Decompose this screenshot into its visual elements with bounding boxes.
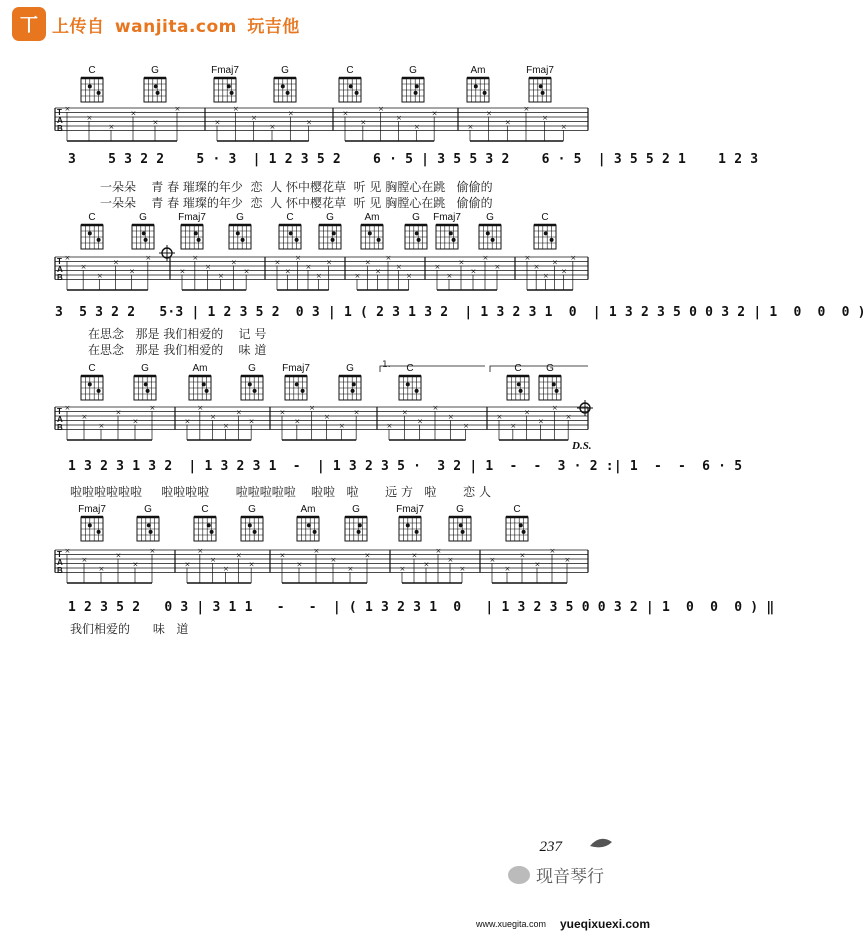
tab-note: ×: [81, 556, 88, 564]
chord-name: C: [346, 65, 354, 76]
tab-note: ×: [296, 560, 303, 569]
lyric-line-1a: 一朵朵 青 春 璀璨的年少 恋 人 怀中樱花草 听 见 胸膛心在跳 偷偷的: [100, 180, 493, 194]
tab-note: ×: [145, 254, 152, 262]
tab-note: ×: [435, 547, 442, 555]
chord-name: C: [406, 363, 414, 374]
finger-dot: [295, 238, 299, 242]
chord-name: C: [88, 363, 96, 374]
finger-dot: [474, 84, 478, 88]
tab-note: ×: [447, 556, 454, 564]
finger-dot: [149, 530, 153, 534]
finger-dot: [550, 238, 554, 242]
tab-note: ×: [108, 123, 115, 131]
finger-dot: [230, 91, 234, 95]
tab-clef: B: [57, 124, 63, 133]
finger-dot: [417, 238, 421, 242]
finger-dot: [491, 238, 495, 242]
finger-dot: [88, 523, 92, 527]
tab-clef: T: [57, 407, 62, 416]
chord-name: G: [352, 504, 360, 515]
tab-note: ×: [375, 267, 382, 276]
tab-note: ×: [338, 422, 345, 430]
chord-name: G: [409, 65, 417, 76]
finger-dot: [286, 91, 290, 95]
chord-name: C: [541, 212, 549, 223]
tab-note: ×: [64, 547, 71, 555]
finger-dot: [517, 382, 521, 386]
tab-note: ×: [269, 123, 276, 131]
finger-dot: [352, 382, 356, 386]
footer-url-large[interactable]: yueqixuexi.com: [560, 917, 651, 931]
finger-dot: [210, 530, 214, 534]
finger-dot: [295, 382, 299, 386]
tab-note: ×: [431, 109, 438, 118]
tab-note: ×: [184, 417, 191, 426]
tab-note: ×: [417, 417, 424, 426]
lyric-line-4a: 我们相爱的 味 道: [70, 622, 189, 636]
tab-note: ×: [284, 267, 291, 276]
page-number: 237: [539, 839, 562, 855]
tab-note: ×: [533, 263, 540, 271]
tab-clef: A: [57, 116, 63, 125]
chord-name: Fmaj7: [282, 363, 310, 374]
tab-note: ×: [279, 408, 286, 417]
lyric-line-1b: 一朵朵 青 春 璀璨的年少 恋 人 怀中樱花草 听 见 胸膛心在跳 偷偷的: [100, 196, 493, 210]
tab-note: ×: [309, 404, 316, 412]
chord-name: Fmaj7: [78, 504, 106, 515]
tab-note: ×: [342, 109, 349, 118]
tab-note: ×: [248, 560, 255, 569]
tab-note: ×: [132, 560, 139, 569]
finger-dot: [368, 231, 372, 235]
tab-note: ×: [214, 118, 221, 127]
tab-note: ×: [524, 408, 531, 417]
tab-note: ×: [447, 413, 454, 421]
finger-dot: [377, 238, 381, 242]
tab-note: ×: [360, 118, 367, 127]
finger-dot: [452, 238, 456, 242]
tab-note: ×: [459, 565, 466, 573]
page-ornament: [590, 839, 612, 848]
finger-dot: [241, 238, 245, 242]
finger-dot: [97, 91, 101, 95]
tab-note: ×: [326, 258, 333, 267]
tab-note: ×: [386, 422, 393, 430]
finger-dot: [227, 84, 231, 88]
tab-note: ×: [294, 417, 301, 426]
tab-note: ×: [549, 547, 556, 555]
footer-url-small[interactable]: www.xuegita.com: [476, 919, 547, 929]
chord-name: Am: [470, 65, 486, 76]
tab-note: ×: [210, 413, 217, 421]
tab-note: ×: [232, 105, 239, 113]
finger-dot: [205, 389, 209, 393]
chord-name: G: [486, 212, 494, 223]
chord-name: G: [248, 363, 256, 374]
tab-note: ×: [235, 408, 242, 417]
tab-clef: A: [57, 265, 63, 274]
site-suffix: 玩吉他: [247, 16, 300, 37]
finger-dot: [414, 91, 418, 95]
tab-note: ×: [129, 267, 136, 276]
tab-note: ×: [399, 565, 406, 573]
tab-note: ×: [243, 267, 250, 276]
finger-dot: [459, 523, 463, 527]
tab-clef: A: [57, 558, 63, 567]
chord-name: G: [151, 65, 159, 76]
tab-note: ×: [523, 105, 530, 113]
tab-note: ×: [306, 118, 313, 127]
tab-note: ×: [130, 109, 137, 118]
tab-note: ×: [81, 413, 88, 421]
chord-name: Fmaj7: [526, 65, 554, 76]
tab-note: ×: [565, 413, 572, 421]
tab-clef: B: [57, 273, 63, 282]
first-ending-label: 1.: [382, 360, 391, 370]
tab-note: ×: [504, 118, 511, 127]
tab-note: ×: [98, 565, 105, 573]
tab-note: ×: [538, 417, 544, 426]
chord-name: G: [139, 212, 147, 223]
finger-dot: [349, 84, 353, 88]
finger-dot: [97, 389, 101, 393]
tab-note: ×: [274, 258, 281, 267]
finger-dot: [522, 530, 526, 534]
chord-name: G: [456, 504, 464, 515]
finger-dot: [307, 523, 311, 527]
number-notation-row-1: 3 5 3 2 2 5 · 3 | 1 2 3 5 2 6 · 5 | 3 5 5 3 2 6 · 5 | 3 5 5 2 1 1 2 3: [68, 152, 759, 167]
tab-note: ×: [432, 404, 439, 412]
tab-clef: T: [57, 108, 62, 117]
first-ending-bracket: [380, 366, 485, 372]
finger-dot: [88, 382, 92, 386]
tab-clef: B: [57, 566, 63, 575]
chord-name: Fmaj7: [396, 504, 424, 515]
tab-note: ×: [86, 114, 93, 122]
chord-name: C: [88, 65, 96, 76]
finger-dot: [281, 84, 285, 88]
tab-clef: T: [57, 257, 62, 266]
tab-note: ×: [113, 258, 119, 267]
finger-dot: [519, 389, 523, 393]
tab-note: ×: [552, 258, 558, 267]
finger-dot: [88, 84, 92, 88]
chord-name: C: [513, 504, 521, 515]
tab-note: ×: [406, 272, 413, 280]
tab-note: ×: [504, 565, 511, 573]
finger-dot: [555, 389, 559, 393]
finger-dot: [248, 523, 252, 527]
tab-note: ×: [223, 422, 229, 430]
finger-dot: [461, 530, 465, 534]
finger-dot: [154, 84, 158, 88]
chord-name: G: [546, 363, 554, 374]
guitar-logo-icon: 丅: [12, 7, 46, 41]
tab-note: ×: [496, 413, 503, 421]
tab-note: ×: [494, 263, 501, 271]
tab-note: ×: [223, 565, 229, 573]
tab-note: ×: [446, 272, 453, 280]
lyric-line-2b: 在思念 那是 我们相爱的 味 道: [88, 343, 267, 357]
finger-dot: [415, 530, 419, 534]
tab-note: ×: [489, 556, 496, 564]
tab-note: ×: [378, 105, 385, 113]
wechat-icon: [508, 866, 530, 884]
tab-note: ×: [287, 109, 294, 118]
tab-note: ×: [423, 560, 430, 569]
chord-name: Am: [192, 363, 208, 374]
number-notation-row-3: 1 3 2 3 1 3 2 | 1 3 2 3 1 - | 1 3 2 3 5 · 3 2 | 1 - - 3 · 2 :| 1 - - 6 · 5: [68, 459, 743, 474]
chord-name: G: [144, 504, 152, 515]
tab-note: ×: [248, 417, 255, 426]
tab-note: ×: [551, 404, 558, 412]
tab-note: ×: [561, 267, 568, 276]
number-notation-row-2: 3 5 3 2 2 5·3 | 1 2 3 5 2 0 3 | 1 ( 2 3 1 3 2 | 1 3 2 3 1 0 | 1 3 2 3 5 0 0 3 2 | 1 0 0 0 ): [55, 305, 866, 320]
tab-note: ×: [132, 417, 139, 426]
tab-note: ×: [385, 254, 392, 262]
tab-note: ×: [313, 547, 320, 555]
finger-dot: [357, 530, 361, 534]
tab-note: ×: [470, 267, 477, 276]
finger-dot: [301, 389, 305, 393]
finger-dot: [415, 84, 419, 88]
finger-dot: [331, 238, 335, 242]
finger-dot: [541, 91, 545, 95]
chord-name: Am: [364, 212, 380, 223]
finger-dot: [194, 231, 198, 235]
tab-note: ×: [324, 413, 330, 421]
finger-dot: [449, 231, 453, 235]
chord-name: C: [88, 212, 96, 223]
chord-name: C: [286, 212, 294, 223]
finger-dot: [144, 238, 148, 242]
finger-dot: [197, 238, 201, 242]
tab-note: ×: [218, 272, 224, 280]
tab-note: ×: [564, 556, 571, 564]
tab-note: ×: [463, 422, 470, 430]
tab-note: ×: [184, 560, 191, 569]
tab-note: ×: [115, 551, 122, 560]
finger-dot: [253, 389, 257, 393]
tab-note: ×: [364, 551, 371, 560]
tab-note: ×: [197, 547, 204, 555]
finger-dot: [483, 91, 487, 95]
finger-dot: [544, 231, 548, 235]
finger-dot: [156, 91, 160, 95]
finger-dot: [486, 231, 490, 235]
ds-marking: D.S.: [572, 440, 592, 452]
tab-note: ×: [152, 118, 159, 127]
chord-name: Fmaj7: [211, 65, 239, 76]
chord-name: G: [248, 504, 256, 515]
finger-dot: [355, 91, 359, 95]
tab-note: ×: [482, 254, 489, 262]
chord-name: G: [346, 363, 354, 374]
site-domain: wanjita.com: [114, 16, 237, 37]
tab-note: ×: [174, 105, 181, 113]
finger-dot: [519, 523, 523, 527]
finger-dot: [97, 238, 101, 242]
finger-dot: [415, 389, 419, 393]
tab-note: ×: [434, 263, 441, 271]
finger-dot: [332, 231, 336, 235]
tab-clef: B: [57, 423, 63, 432]
chord-name: C: [201, 504, 209, 515]
finger-dot: [552, 382, 556, 386]
tab-note: ×: [542, 114, 549, 122]
finger-dot: [313, 530, 317, 534]
tab-note: ×: [210, 556, 217, 564]
finger-dot: [248, 382, 252, 386]
tab-note: ×: [64, 254, 71, 262]
chord-name: Fmaj7: [433, 212, 461, 223]
chord-name: G: [141, 363, 149, 374]
wechat-watermark: [508, 862, 604, 887]
finger-dot: [415, 231, 419, 235]
chord-name: G: [326, 212, 334, 223]
tab-note: ×: [411, 551, 418, 560]
finger-dot: [539, 84, 543, 88]
tab-note: ×: [279, 551, 286, 560]
tab-note: ×: [98, 422, 105, 430]
chord-name: C: [514, 363, 522, 374]
tab-note: ×: [251, 114, 258, 122]
tab-note: ×: [354, 272, 361, 280]
chord-name: Fmaj7: [178, 212, 206, 223]
tab-note: ×: [179, 267, 186, 276]
tab-note: ×: [413, 123, 420, 131]
tab-note: ×: [315, 272, 322, 280]
tab-note: ×: [353, 408, 360, 417]
chord-name: G: [236, 212, 244, 223]
finger-dot: [207, 523, 211, 527]
chord-name: G: [281, 65, 289, 76]
finger-dot: [146, 389, 150, 393]
tab-note: ×: [570, 254, 577, 262]
wechat-name: 现音琴行: [536, 867, 604, 887]
tab-note: ×: [64, 105, 71, 113]
tab-note: ×: [486, 109, 493, 118]
finger-dot: [406, 382, 410, 386]
lyric-line-2a: 在思念 那是 我们相爱的 记 号: [88, 327, 267, 341]
finger-dot: [142, 231, 146, 235]
tab-note: ×: [396, 114, 402, 122]
tab-note: ×: [347, 565, 354, 573]
tab-note: ×: [295, 254, 302, 262]
finger-dot: [147, 523, 151, 527]
tab-note: ×: [80, 263, 87, 271]
tab-note: ×: [510, 422, 517, 430]
tab-note: ×: [364, 258, 371, 267]
tab-note: ×: [395, 263, 402, 271]
number-notation-row-4: 1 2 3 5 2 0 3 | 3 1 1 - - | ( 1 3 2 3 1 0 | 1 3 2 3 5 0 0 3 2 | 1 0 0 0 ) ‖: [68, 600, 775, 615]
tab-note: ×: [235, 551, 242, 560]
tab-note: ×: [524, 254, 531, 262]
tab-note: ×: [330, 556, 337, 564]
tab-note: ×: [192, 254, 199, 262]
tab-note: ×: [519, 551, 526, 560]
finger-dot: [351, 389, 355, 393]
finger-dot: [289, 231, 293, 235]
finger-dot: [253, 530, 257, 534]
tab-note: ×: [534, 560, 541, 569]
tab-note: ×: [197, 404, 204, 412]
tab-clef: A: [57, 415, 63, 424]
finger-dot: [358, 523, 362, 527]
lyric-line-3a: 啦啦啦啦啦啦 啦啦啦啦 啦啦啦啦啦 啦啦 啦 远 方 啦 恋 人: [70, 485, 491, 499]
tab-note: ×: [467, 123, 474, 131]
second-ending-bracket: [490, 366, 588, 372]
tab-note: ×: [458, 258, 465, 267]
tab-note: ×: [205, 263, 212, 271]
tab-note: ×: [560, 123, 567, 131]
tab-note: ×: [401, 408, 408, 417]
tab-clef: T: [57, 550, 62, 559]
tab-note: ×: [115, 408, 122, 417]
tab-note: ×: [64, 404, 71, 412]
tab-note: ×: [96, 272, 103, 280]
tab-note: ×: [230, 258, 237, 267]
site-name: 上传自: [52, 16, 105, 37]
chord-name: G: [412, 212, 420, 223]
finger-dot: [144, 382, 148, 386]
finger-dot: [88, 231, 92, 235]
finger-dot: [236, 231, 240, 235]
chord-name: Am: [300, 504, 316, 515]
tab-note: ×: [305, 263, 312, 271]
tab-note: ×: [149, 404, 156, 412]
finger-dot: [97, 530, 101, 534]
tab-note: ×: [542, 272, 549, 280]
tab-note: ×: [149, 547, 156, 555]
finger-dot: [406, 523, 410, 527]
finger-dot: [202, 382, 206, 386]
